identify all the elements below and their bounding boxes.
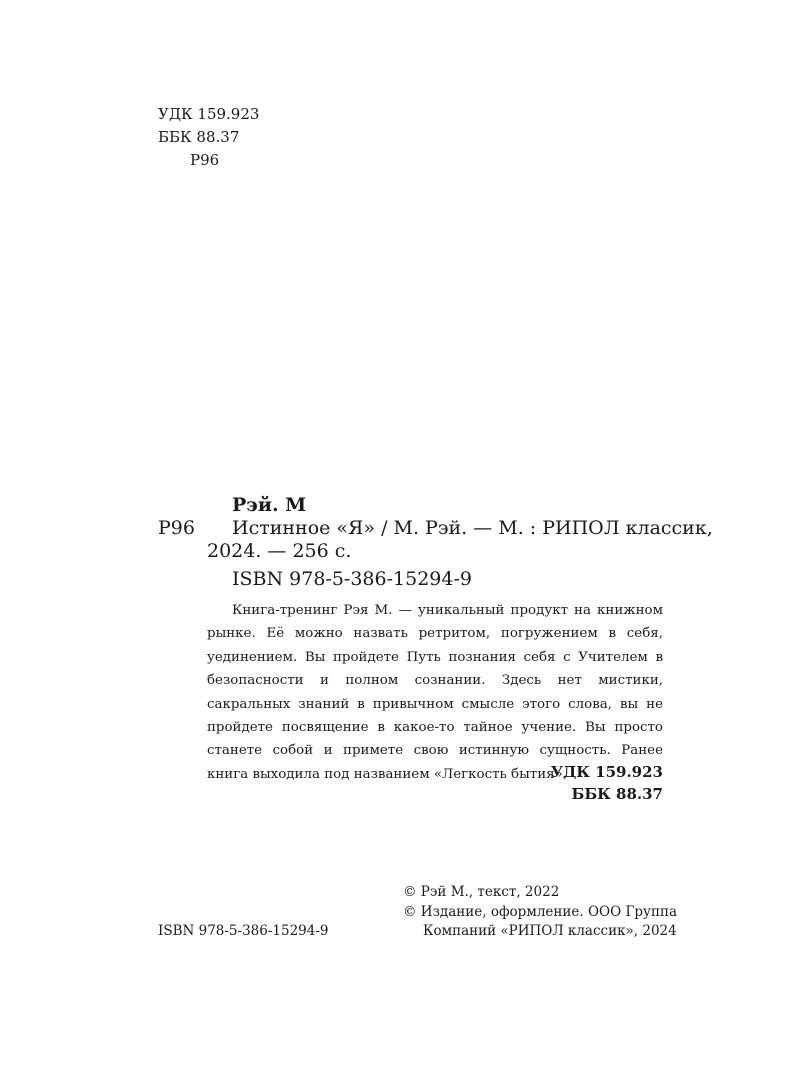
- catalog-title-line-1: Истинное «Я» / М. Рэй. — М. : РИПОЛ классик,: [232, 517, 713, 539]
- copyright-edition-1: © Издание, оформление. ООО Группа: [403, 904, 678, 920]
- catalog-udk-code: УДК 159.923: [550, 763, 663, 781]
- catalog-annotation: Книга-тренинг Рэя М. — уникальный продукт на книжном рынке. Её можно назвать ретритом, погружением в себя, уединением. Вы пройдете Путь познания себя с Учителем в безопасности и полном сознании. Здесь нет мистики, сакральных знаний в привычном смысле этого слова, вы не пройдете посвящение в какое-то тайное учение. Вы просто станете собой и примете свою истинную сущность. Ранее книга выходила под названием «Легкость бытия».: [207, 603, 663, 782]
- catalog-author-code: Р96: [158, 517, 195, 539]
- copyright-text: © Рэй М., текст, 2022: [403, 884, 560, 900]
- catalog-author: Рэй. М: [232, 494, 307, 516]
- catalog-bbk-code: ББК 88.37: [571, 785, 663, 803]
- catalog-isbn: ISBN 978-5-386-15294-9: [232, 568, 472, 590]
- catalog-title-line-2: 2024. — 256 с.: [207, 540, 352, 562]
- top-bbk-code: ББК 88.37: [158, 128, 240, 146]
- bottom-isbn: ISBN 978-5-386-15294-9: [158, 923, 329, 939]
- top-author-code: Р96: [190, 151, 220, 169]
- top-udk-code: УДК 159.923: [158, 105, 260, 123]
- copyright-edition-2: Компаний «РИПОЛ классик», 2024: [423, 923, 677, 939]
